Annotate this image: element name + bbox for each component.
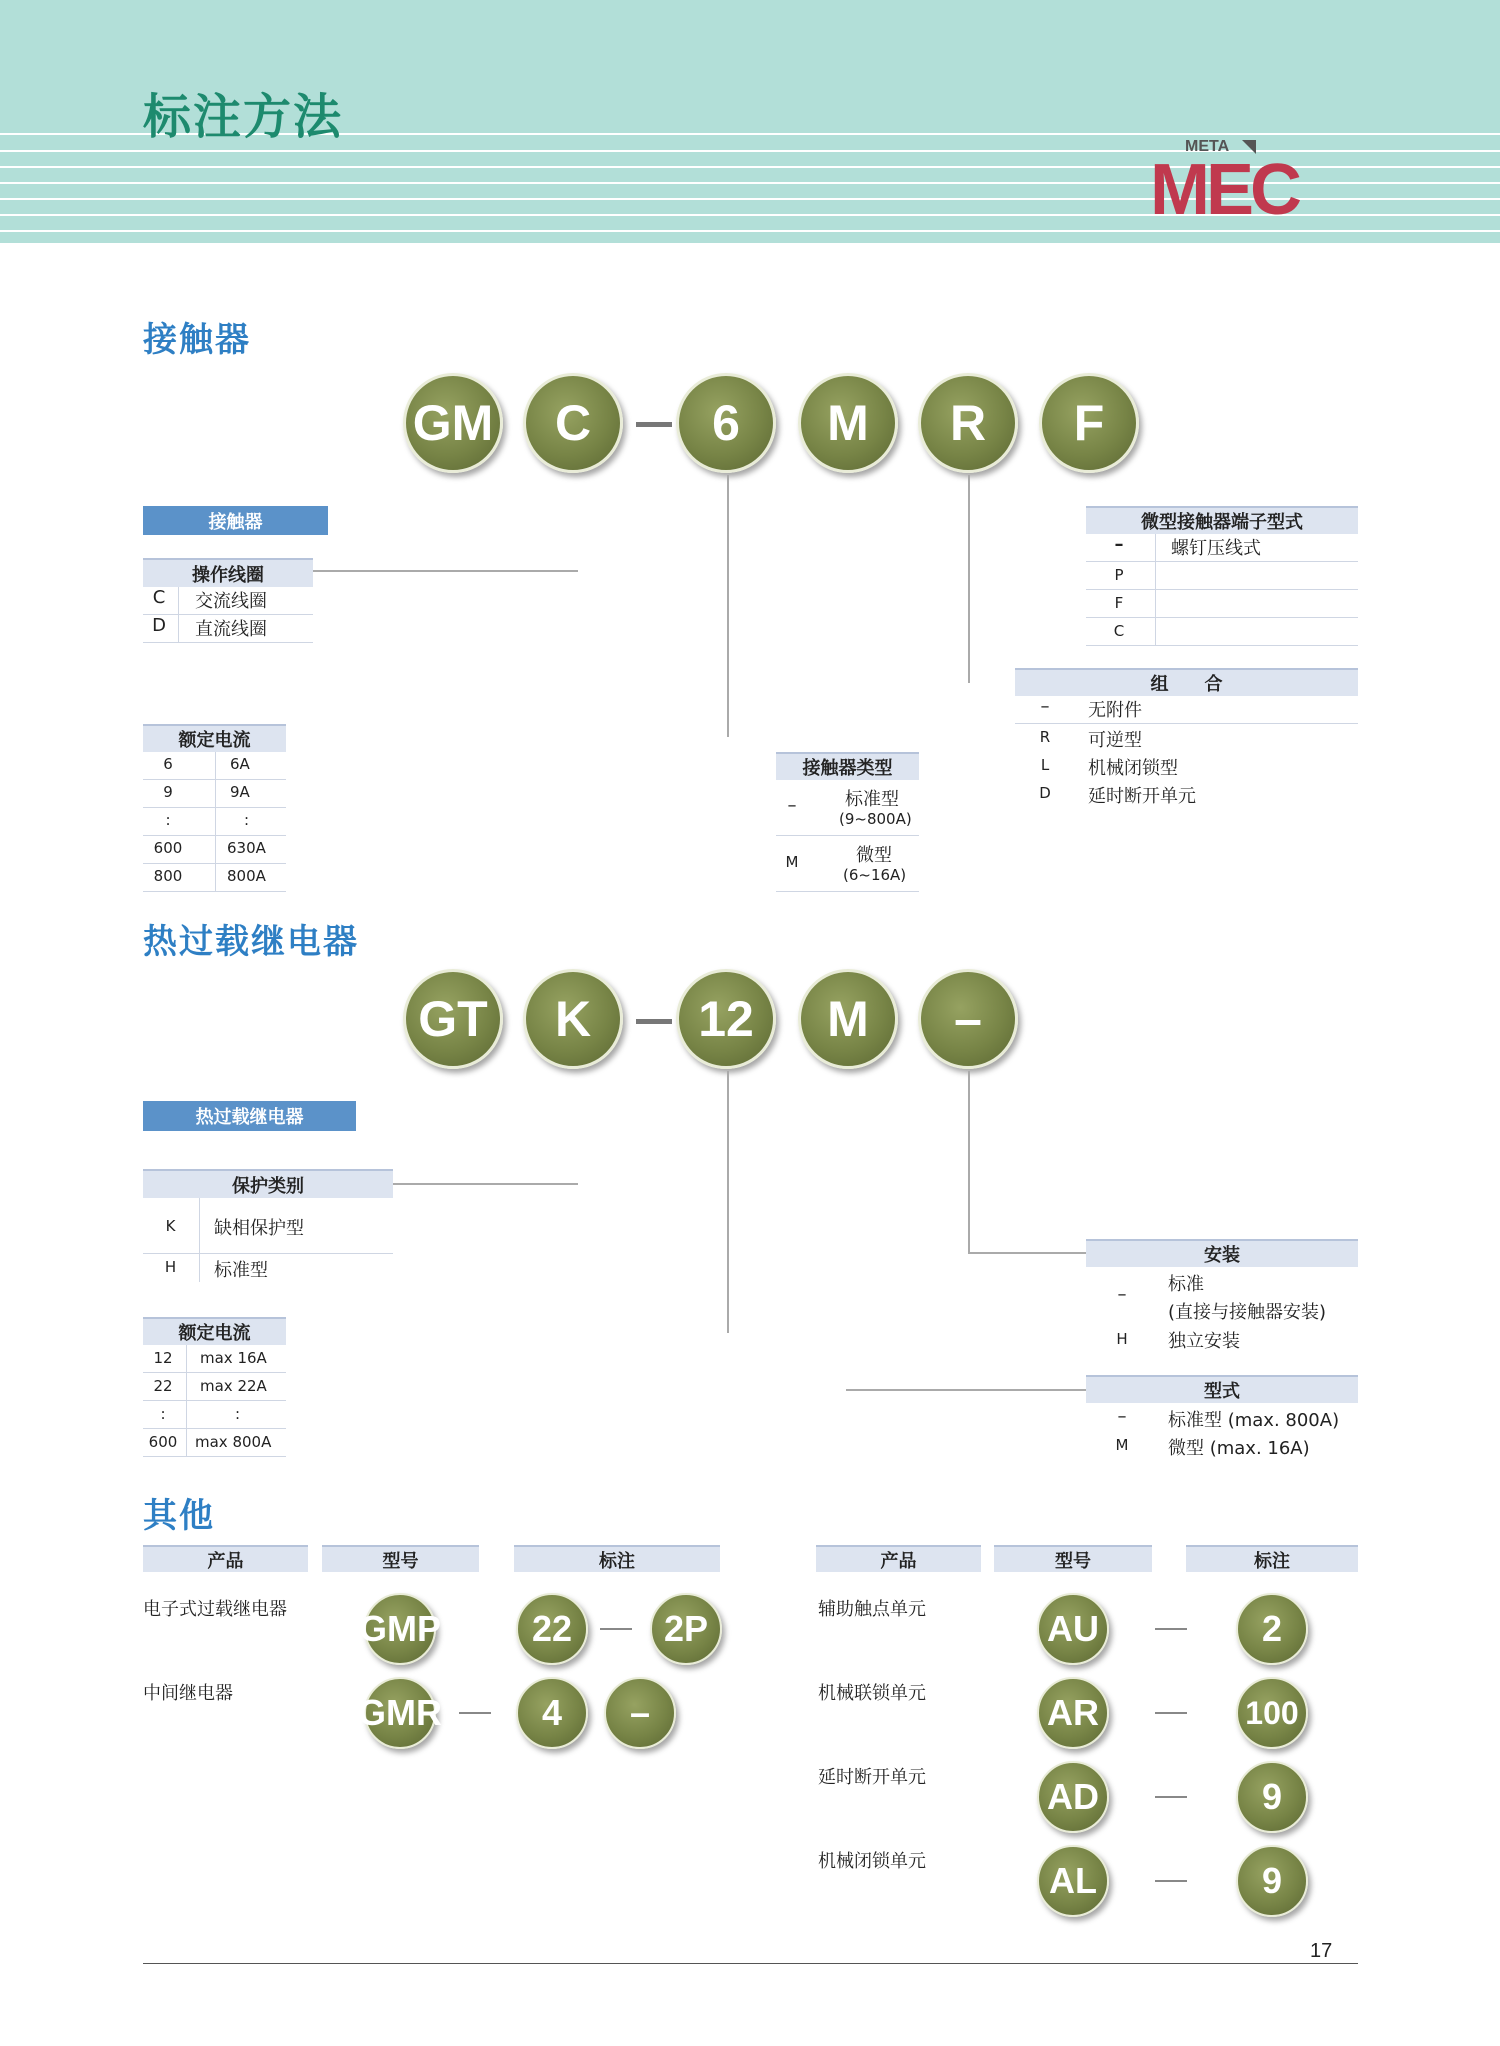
install-value: 标准 [1168, 1274, 1204, 1295]
others-header-model: 型号 [994, 1545, 1152, 1572]
page-title: 标注方法 [143, 89, 344, 145]
others-product-name: 机械联锁单元 [818, 1683, 926, 1704]
connector-line [968, 1071, 970, 1253]
install-value: 独立安装 [1168, 1331, 1240, 1352]
others-product-name: 机械闭锁单元 [818, 1851, 926, 1872]
others-product-name: 电子式过载继电器 [143, 1599, 287, 1620]
model-circle: AD [1037, 1761, 1109, 1833]
table-row: D 直流线圈 [143, 615, 313, 643]
code-circle: GT [403, 969, 503, 1069]
dash [636, 422, 672, 427]
others-product-name: 中间继电器 [143, 1683, 233, 1704]
relay-name-bar: 热过载继电器 [143, 1101, 356, 1131]
dash [636, 1019, 672, 1024]
code-circle: K [523, 969, 623, 1069]
combo-value: 可逆型 [1088, 730, 1142, 751]
others-header-model: 型号 [322, 1545, 479, 1572]
connector-line [727, 1071, 729, 1333]
footer-divider [143, 1963, 1358, 1964]
code-circle: GM [403, 373, 503, 473]
dash [1155, 1796, 1187, 1798]
code-circle: M [798, 373, 898, 473]
connector-line [393, 1183, 578, 1185]
mark-circle: 9 [1236, 1845, 1308, 1917]
code-circle: 6 [676, 373, 776, 473]
protect-table-header: 保护类别 [143, 1169, 393, 1198]
mark-circle: 2P [650, 1593, 722, 1665]
code-circle: – [918, 969, 1018, 1069]
relay-type-key: – [1117, 1406, 1127, 1427]
table-row: – 无附件 [1015, 696, 1358, 724]
mark-circle: 2 [1236, 1593, 1308, 1665]
combo-key: L [1040, 756, 1050, 774]
page-number: 17 [1310, 1940, 1333, 1962]
install-table-header: 安装 [1086, 1239, 1358, 1267]
mark-circle: 9 [1236, 1761, 1308, 1833]
dash [600, 1628, 632, 1630]
table-row: : : [143, 1401, 286, 1429]
logo-big-text: MEC [1150, 150, 1298, 230]
others-product-name: 辅助触点单元 [818, 1599, 926, 1620]
meta-mec-logo [1150, 138, 1360, 238]
install-note: (直接与接触器安装) [1168, 1302, 1327, 1323]
combo-value: 机械闭锁型 [1088, 758, 1178, 779]
section-title-relay: 热过载继电器 [143, 922, 359, 962]
code-circle: 12 [676, 969, 776, 1069]
table-row: : : [143, 808, 286, 836]
others-header-mark: 标注 [1186, 1545, 1358, 1572]
table-row: 800 800A [143, 864, 286, 892]
relay-type-value: 微型 (max. 16A) [1168, 1438, 1310, 1459]
relay-current-table-header: 额定电流 [143, 1317, 286, 1345]
dash [1155, 1712, 1187, 1714]
install-key: H [1116, 1330, 1128, 1348]
table-row: 6 6A [143, 752, 286, 780]
table-row: C [1086, 618, 1358, 646]
table-row: 22 max 22A [143, 1373, 286, 1401]
connector-line [846, 1389, 1086, 1391]
contactor-type-table-header: 接触器类型 [776, 752, 919, 780]
current-table-header: 额定电流 [143, 724, 286, 752]
table-row: – 螺钉压线式 [1086, 534, 1358, 562]
table-row: 12 max 16A [143, 1345, 286, 1373]
install-key: – [1117, 1284, 1127, 1305]
dash [1155, 1880, 1187, 1882]
logo-small-text: META [1185, 138, 1230, 155]
table-row: M 微型 (6~16A) [776, 836, 919, 892]
table-row: K 缺相保护型 [143, 1198, 393, 1254]
table-row: H 标准型 [164, 1258, 268, 1281]
section-title-contactor: 接触器 [143, 320, 251, 360]
code-circle: C [523, 373, 623, 473]
combo-value: 延时断开单元 [1088, 786, 1196, 807]
relay-type-key: M [1115, 1436, 1129, 1454]
table-row: F [1086, 590, 1358, 618]
relay-type-table-header: 型式 [1086, 1375, 1358, 1403]
table-row: 9 9A [143, 780, 286, 808]
mark-circle: 22 [516, 1593, 588, 1665]
combo-table-header: 组 合 [1015, 668, 1358, 696]
model-circle: GMP [364, 1593, 436, 1665]
dash [1155, 1628, 1187, 1630]
code-circle: M [798, 969, 898, 1069]
connector-line [968, 1252, 1086, 1254]
model-circle: AL [1037, 1845, 1109, 1917]
code-circle: F [1039, 373, 1139, 473]
terminal-table-header: 微型接触器端子型式 [1086, 506, 1358, 534]
coil-table-header: 操作线圈 [143, 558, 313, 587]
table-row: 600 max 800A [143, 1429, 286, 1457]
dash [459, 1712, 491, 1714]
mark-circle: 100 [1236, 1677, 1308, 1749]
model-circle: AU [1037, 1593, 1109, 1665]
relay-type-value: 标准型 (max. 800A) [1168, 1410, 1340, 1431]
model-circle: GMR [364, 1677, 436, 1749]
mark-circle: – [604, 1677, 676, 1749]
model-circle: AR [1037, 1677, 1109, 1749]
connector-line [313, 570, 578, 572]
connector-line [727, 475, 729, 737]
table-row: P [1086, 562, 1358, 590]
combo-key: D [1039, 784, 1051, 802]
connector-line [968, 475, 970, 683]
contactor-name-bar: 接触器 [143, 506, 328, 535]
code-circle: R [918, 373, 1018, 473]
section-title-others: 其他 [143, 1496, 215, 1536]
table-row: C 交流线圈 [143, 587, 313, 615]
mark-circle: 4 [516, 1677, 588, 1749]
others-header-mark: 标注 [514, 1545, 720, 1572]
table-row: 600 630A [143, 836, 286, 864]
others-product-name: 延时断开单元 [818, 1767, 926, 1788]
others-header-product: 产品 [816, 1545, 981, 1572]
combo-key: R [1039, 728, 1051, 746]
others-header-product: 产品 [143, 1545, 308, 1572]
table-row: – 标准型 (9~800A) [776, 780, 919, 836]
